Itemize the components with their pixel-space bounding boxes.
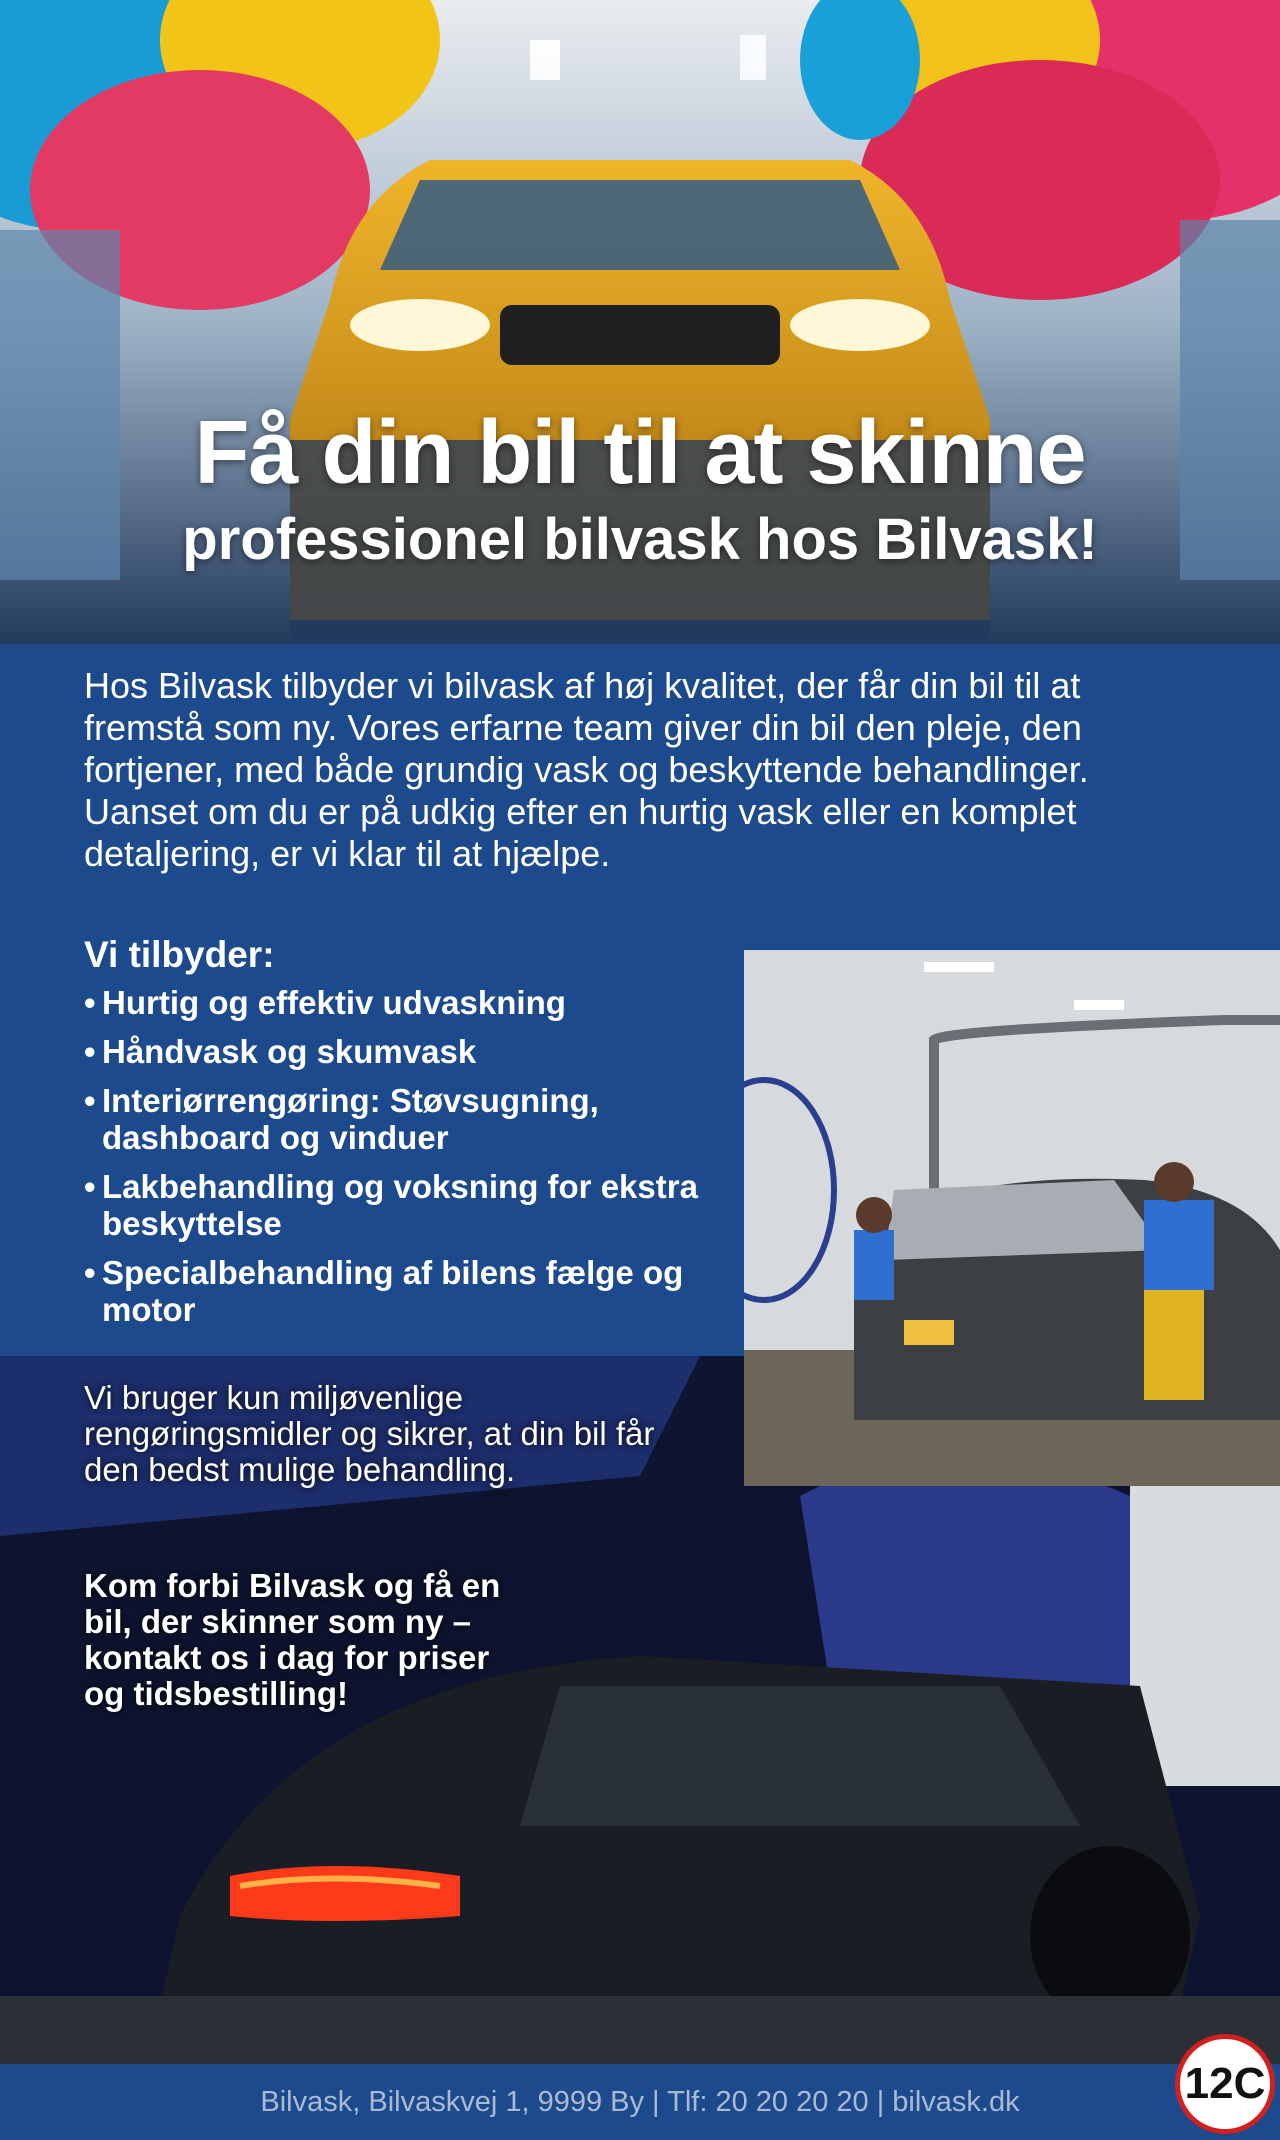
hero-image xyxy=(0,0,1280,644)
offers-list xyxy=(84,984,724,1340)
hero-title: Få din bil til at skinne xyxy=(194,403,1086,503)
cta-paragraph: Kom forbi Bilvask og få en bil, der skinner som ny – kontakt os i dag for priser og tidsbestilling! xyxy=(84,1567,501,1712)
bullet-icon: • xyxy=(84,1082,96,1119)
list-item: • Håndvask og skumvask xyxy=(84,1033,477,1070)
bullet-icon: • xyxy=(84,984,96,1021)
eco-paragraph: Vi bruger kun miljøvenlige rengøringsmidler og sikrer, at din bil får den bedst mulige behandling. xyxy=(84,1379,655,1488)
bullet-icon: • xyxy=(84,1168,96,1205)
offers-heading: Vi tilbyder: xyxy=(84,934,275,975)
hand-wash-illustration xyxy=(744,950,1280,1486)
intro-paragraph: Hos Bilvask tilbyder vi bilvask af høj kvalitet, der får din bil til at fremstå som ny. Vores erfarne team giver din bil den pleje, den fortjener, med både grundig vask og beskyttende behandlinger. Uanset om du er på udkig efter en hurtig vask eller en komplet detaljering, er vi klar til at hjælpe. xyxy=(84,665,1089,874)
list-item: • Interiørrengøring: Støvsugning, dashboard og vinduer xyxy=(84,1082,599,1156)
bullet-icon: • xyxy=(84,1254,96,1291)
list-item: • Hurtig og effektiv udvaskning xyxy=(84,984,566,1021)
list-item: • Specialbehandling af bilens fælge og motor xyxy=(84,1254,684,1328)
bullet-icon: • xyxy=(84,1033,96,1070)
page-badge: 12C xyxy=(1175,2034,1275,2134)
footer-contact: Bilvask, Bilvaskvej 1, 9999 By | Tlf: 20 20 20 20 | bilvask.dk xyxy=(0,2064,1280,2140)
hand-wash-image xyxy=(744,950,1280,1486)
list-item: • Lakbehandling og voksning for ekstra beskyttelse xyxy=(84,1168,698,1242)
hero-subtitle: professionel bilvask hos Bilvask! xyxy=(182,507,1098,572)
